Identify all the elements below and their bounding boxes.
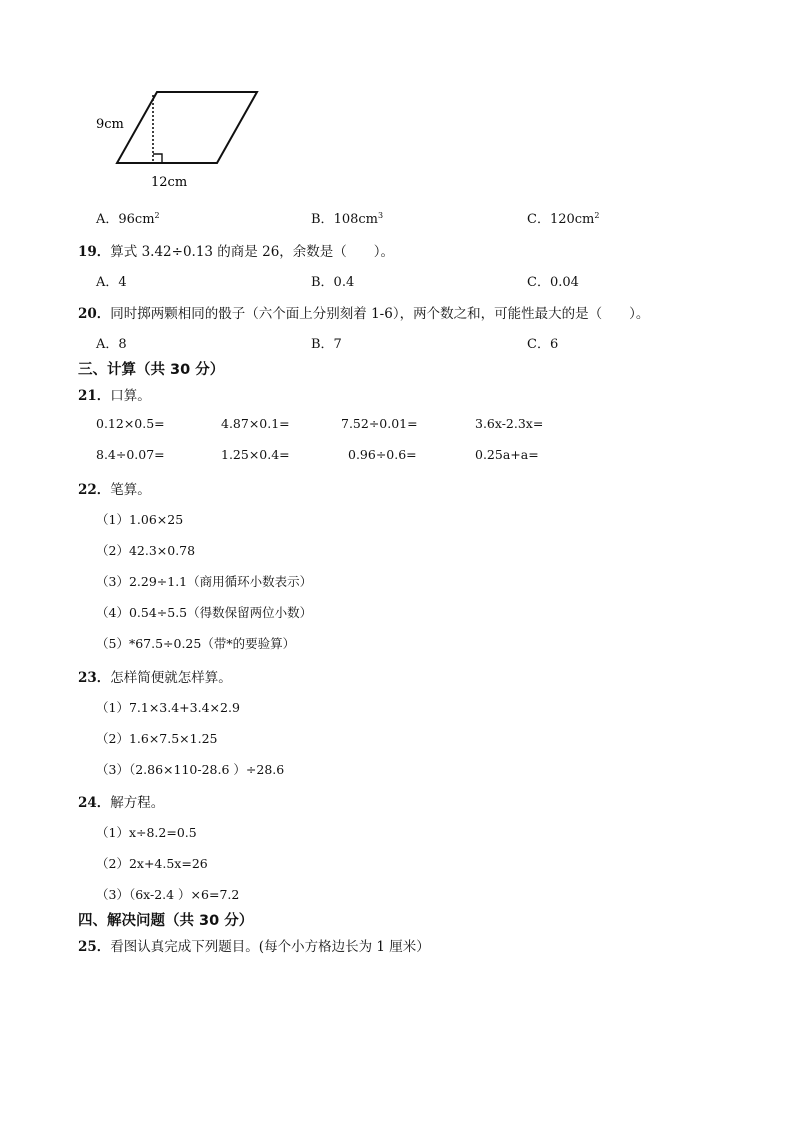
section-4-heading: 四、解决问题（共 30 分） bbox=[78, 913, 254, 929]
oral-calc-item: 0.12×0.5= bbox=[96, 416, 165, 431]
written-calc-item: （5）*67.5÷0.25（带*的要验算） bbox=[96, 636, 296, 651]
q19-option-c[interactable]: C．0.04 bbox=[527, 275, 579, 290]
question-24: 24．解方程。 bbox=[78, 795, 165, 811]
simplify-calc-item: （2）1.6×7.5×1.25 bbox=[96, 731, 218, 746]
oral-calc-item: 0.96÷0.6= bbox=[348, 447, 417, 462]
written-calc-item: （3）2.29÷1.1（商用循环小数表示） bbox=[96, 574, 313, 589]
q18-option-c[interactable]: C．$120cm^2$ bbox=[527, 211, 600, 227]
equation-item: （1）x÷8.2=0.5 bbox=[96, 825, 197, 840]
base-label: 12cm bbox=[151, 175, 188, 190]
written-calc-item: （2）42.3×0.78 bbox=[96, 543, 196, 558]
oral-calc-item: 4.87×0.1= bbox=[221, 416, 290, 431]
parallelogram-shape bbox=[117, 92, 257, 163]
question-19: 19．算式 3.42÷0.13 的商是 26，余数是（ ）。 bbox=[78, 244, 395, 260]
oral-calc-item: 7.52÷0.01= bbox=[341, 416, 418, 431]
written-calc-item: （4）0.54÷5.5（得数保留两位小数） bbox=[96, 605, 313, 620]
oral-calc-item: 3.6x-2.3x= bbox=[475, 416, 544, 431]
simplify-calc-item: （3）（2.86×110-28.6 ）÷28.6 bbox=[96, 762, 285, 777]
parallelogram-figure bbox=[90, 85, 270, 195]
equation-item: （2）2x+4.5x=26 bbox=[96, 856, 208, 871]
height-label: 9cm bbox=[96, 117, 124, 132]
q18-option-a[interactable]: A．$96cm^2$ bbox=[96, 211, 160, 227]
oral-calc-item: 1.25×0.4= bbox=[221, 447, 290, 462]
question-23: 23．怎样简便就怎样算。 bbox=[78, 670, 232, 686]
right-angle-mark bbox=[153, 154, 162, 163]
question-25: 25．看图认真完成下列题目。(每个小方格边长为 1 厘米） bbox=[78, 939, 430, 955]
oral-calc-item: 0.25a+a= bbox=[475, 447, 539, 462]
question-20: 20．同时掷两颗相同的骰子（六个面上分别刻着 1-6），两个数之和，可能性最大的是（ ）。 bbox=[78, 306, 650, 322]
question-21: 21．口算。 bbox=[78, 388, 151, 404]
oral-calc-item: 8.4÷0.07= bbox=[96, 447, 165, 462]
equation-item: （3）（6x-2.4 ）×6=7.2 bbox=[96, 887, 240, 902]
q20-option-a[interactable]: A．8 bbox=[96, 337, 127, 352]
section-3-heading: 三、计算（共 30 分） bbox=[78, 362, 225, 378]
q19-option-b[interactable]: B．0.4 bbox=[311, 275, 355, 290]
q18-option-b[interactable]: B．$108cm^3$ bbox=[311, 211, 384, 227]
question-22: 22．笔算。 bbox=[78, 482, 151, 498]
q20-option-c[interactable]: C．6 bbox=[527, 337, 559, 352]
simplify-calc-item: （1）7.1×3.4+3.4×2.9 bbox=[96, 700, 240, 715]
q20-option-b[interactable]: B．7 bbox=[311, 337, 342, 352]
written-calc-item: （1）1.06×25 bbox=[96, 512, 184, 527]
q19-option-a[interactable]: A．4 bbox=[96, 275, 127, 290]
